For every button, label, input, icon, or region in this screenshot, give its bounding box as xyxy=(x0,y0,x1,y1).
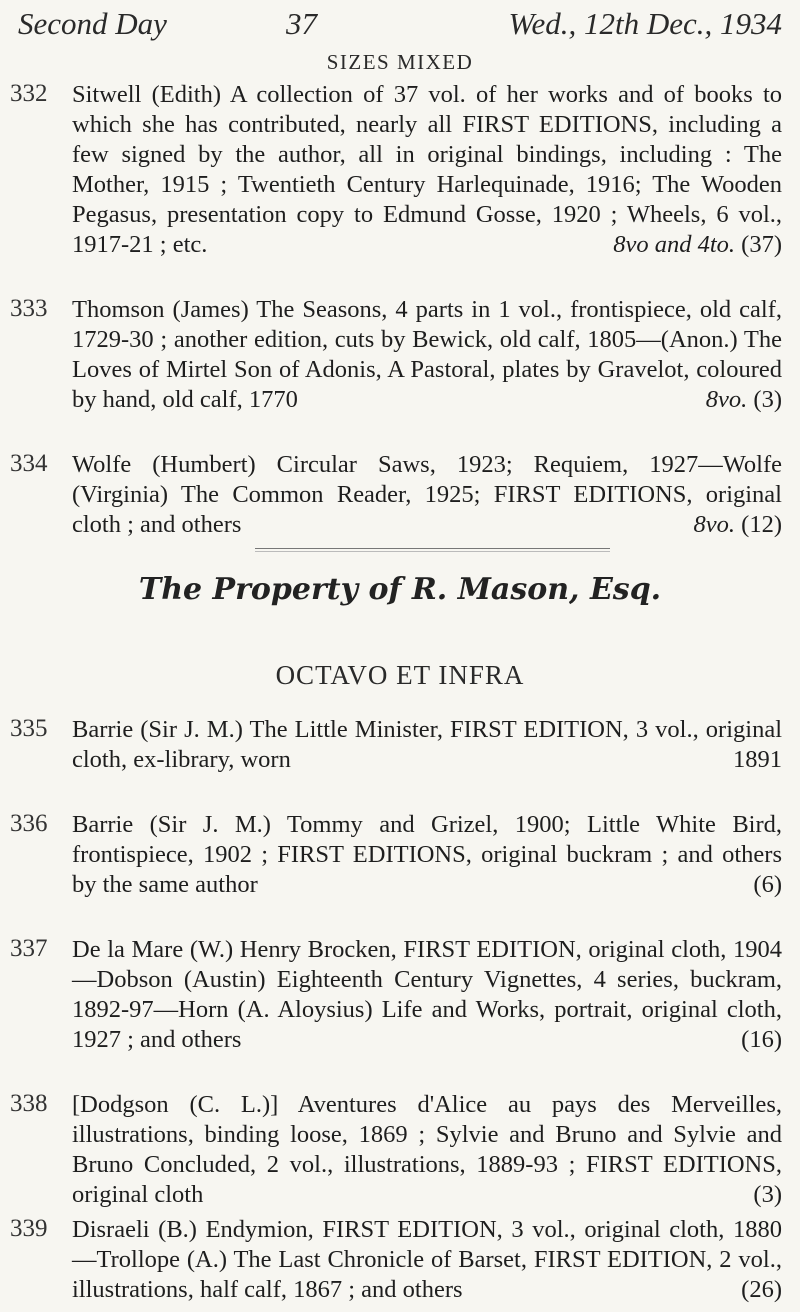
lot-number: 338 xyxy=(10,1090,48,1117)
lot-quantity xyxy=(682,510,782,540)
section-title: SIZES MIXED xyxy=(326,50,474,74)
lot-quantity xyxy=(694,385,782,415)
lot-entry xyxy=(10,935,782,1055)
subheading: OCTAVO ET INFRA xyxy=(275,660,525,690)
lot-quantity: (6) xyxy=(753,871,782,898)
lot-count: (3) xyxy=(753,386,782,413)
lot-text: Disraeli (B.) Endymion, FIRST EDITION, 3 vol., original cloth, 1880—Trollope (A.) The Last Chronicle of Barset, FIRST EDITION, 2 vol., illustrations, half calf, 1867 ; and others xyxy=(72,1216,782,1303)
lot-quantity: (26) xyxy=(741,1276,782,1303)
lot-number: 332 xyxy=(10,80,48,107)
lot-number: 335 xyxy=(10,715,48,742)
lot-entry xyxy=(10,1215,782,1305)
lot-format: 8vo. xyxy=(705,386,748,413)
lot-text: Sitwell (Edith) A collection of 37 vol. of her works and of books to which she has contributed, nearly all FIRST EDITIONS, including a few signed by the author, all in original bindings, including : The Mother, 1915 ; Twentieth Century Harlequinade, 1916; The Wooden Pegasus, presentation copy to Edmund Gosse, 1920 ; Wheels, 6 vol., 1917-21 ; etc. xyxy=(72,81,782,258)
lot-format: 8vo and 4to. xyxy=(613,231,736,258)
lot-quantity xyxy=(601,230,782,260)
lot-text: Barrie (Sir J. M.) The Little Minister, FIRST EDITION, 3 vol., original cloth, ex-library, worn xyxy=(72,716,782,773)
lot-number: 334 xyxy=(10,450,48,477)
lot-description xyxy=(72,810,782,900)
lot-entry xyxy=(10,450,782,540)
lot-description xyxy=(72,1215,782,1305)
lot-quantity: 1891 xyxy=(733,746,782,773)
lot-entry xyxy=(10,80,782,260)
lot-entry xyxy=(10,1090,782,1210)
lot-number: 339 xyxy=(10,1215,48,1242)
header-date: Wed., 12th Dec., 1934 xyxy=(508,6,782,41)
page-header xyxy=(18,6,782,50)
lot-format: 8vo. xyxy=(693,511,736,538)
lot-description xyxy=(72,1090,782,1210)
lot-entry xyxy=(10,715,782,775)
lot-entry xyxy=(10,295,782,415)
lot-count: (12) xyxy=(741,511,782,538)
page-number: 37 xyxy=(286,6,317,41)
lot-count: (37) xyxy=(741,231,782,258)
lot-text: [Dodgson (C. L.)] Aventures d'Alice au pays des Merveilles, illustrations, binding loose, 1869 ; Sylvie and Bruno and Sylvie and Bruno Concluded, 2 vol., illustrations, 1889-93 ; FIRST EDITIONS, original cloth xyxy=(72,1091,782,1208)
lot-description xyxy=(72,715,782,775)
lot-quantity: (16) xyxy=(741,1026,782,1053)
lot-text: Barrie (Sir J. M.) Tommy and Grizel, 1900; Little White Bird, frontispiece, 1902 ; FIRST EDITIONS, original buckram ; and others by the same author xyxy=(72,811,782,898)
header-sale-day: Second Day xyxy=(18,6,167,41)
lot-number: 336 xyxy=(10,810,48,837)
lot-description xyxy=(72,450,782,540)
lot-text: Wolfe (Humbert) Circular Saws, 1923; Requiem, 1927—Wolfe (Virginia) The Common Reader, 1925; FIRST EDITIONS, original cloth ; and others xyxy=(72,451,782,538)
lot-description xyxy=(72,295,782,415)
lot-text: De la Mare (W.) Henry Brocken, FIRST EDITION, original cloth, 1904—Dobson (Austin) Eighteenth Century Vignettes, 4 series, buckram, 1892-97—Horn (A. Aloysius) Life and Works, portrait, original cloth, 1927 ; and others xyxy=(72,936,782,1053)
lot-text: Thomson (James) The Seasons, 4 parts in 1 vol., frontispiece, old calf, 1729-30 ; another edition, cuts by Bewick, old calf, 1805—(Anon.) The Loves of Mirtel Son of Adonis, A Pastoral, plates by Gravelot, coloured by hand, old calf, 1770 xyxy=(72,296,782,413)
lot-quantity: (3) xyxy=(753,1181,782,1208)
lot-number: 333 xyxy=(10,295,48,322)
lot-description xyxy=(72,935,782,1055)
property-heading: The Property of R. Mason, Esq. xyxy=(138,572,662,607)
lot-description xyxy=(72,80,782,260)
lot-entry xyxy=(10,810,782,900)
divider-rule xyxy=(255,548,610,552)
lot-number: 337 xyxy=(10,935,48,962)
